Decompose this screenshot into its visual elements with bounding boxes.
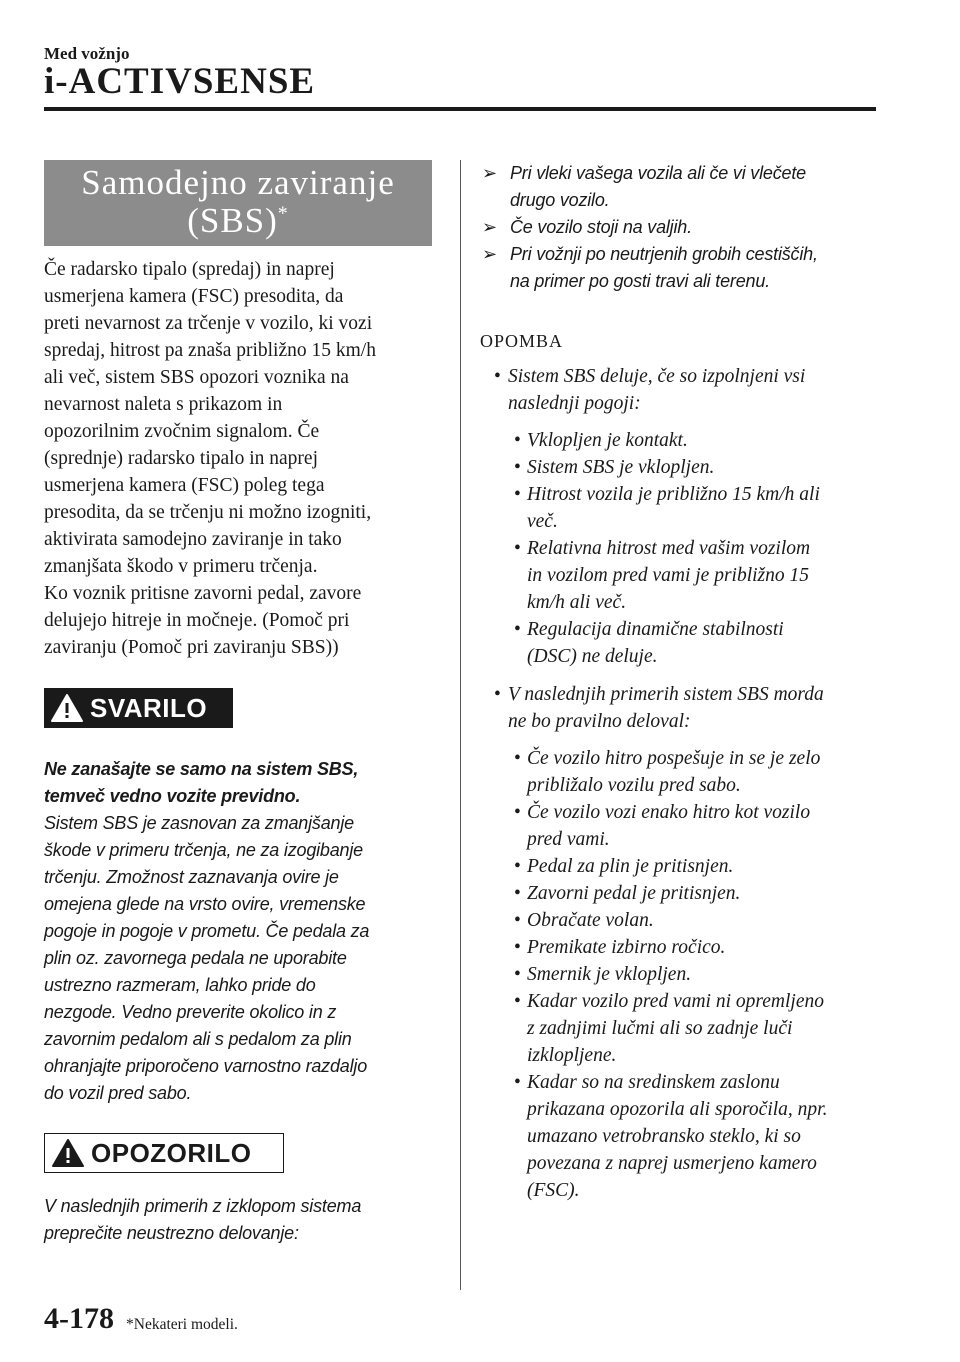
- note-sub-item: [480, 1069, 880, 1204]
- paragraph-line: Ko voznik pritisne zavorni pedal, zavore: [44, 583, 362, 604]
- note-sub-item: [480, 988, 880, 1069]
- paragraph-line: usmerjena kamera (FSC) presodita, da: [44, 286, 344, 307]
- left-column: [44, 160, 434, 1247]
- note-sub-line: km/h ali več.: [527, 592, 627, 613]
- note-sub-line: prikazana opozorila ali sporočila, npr.: [527, 1099, 828, 1120]
- note-sub-item: [480, 427, 880, 454]
- note-sub-line: Premikate izbirno ročico.: [527, 937, 726, 958]
- condition-list: [480, 160, 880, 295]
- note-sub-list: [480, 745, 880, 1204]
- column-divider: [460, 160, 461, 1290]
- warning-line: trčenju. Zmožnost zaznavanja ovire je: [44, 867, 339, 887]
- bullet-icon: •: [494, 366, 501, 387]
- note-sub-item: [480, 481, 880, 535]
- bullet-icon: •: [514, 484, 521, 505]
- arrow-bullet-icon: ➢: [482, 244, 497, 264]
- paragraph-line: Če radarsko tipalo (spredaj) in naprej: [44, 259, 335, 280]
- note-sub-item: [480, 961, 880, 988]
- paragraph-line: zaviranju (Pomoč pri zaviranju SBS)): [44, 637, 339, 658]
- note-sub-line: približalo vozilu pred sabo.: [527, 775, 741, 796]
- bullet-icon: •: [514, 964, 521, 985]
- paragraph-line: spredaj, hitrost pa znaša približno 15 km/h: [44, 340, 376, 361]
- chapter-title: i-ACTIVSENSE: [44, 61, 316, 102]
- section-title: Med vožnjo: [44, 44, 130, 63]
- note-sub-line: pred vami.: [527, 829, 610, 850]
- bullet-icon: •: [514, 430, 521, 451]
- paragraph-line: opozorilnim zvočnim signalom. Če: [44, 421, 320, 442]
- note-sub-line: Sistem SBS je vklopljen.: [527, 457, 715, 478]
- note-sub-line: Regulacija dinamične stabilnosti: [527, 619, 784, 640]
- bullet-icon: •: [514, 883, 521, 904]
- warning-line: pogoje in pogoje v prometu. Če pedala za: [44, 921, 370, 941]
- warning-triangle-icon: [50, 693, 84, 723]
- warning-line: ohranjajte priporočeno varnostno razdaljo: [44, 1056, 368, 1076]
- note-sub-line: (DSC) ne deluje.: [527, 646, 658, 667]
- warning-line: omejena glede na vrsto ovire, vremenske: [44, 894, 366, 914]
- paragraph-line: presodita, da se trčenju ni možno izogniti,: [44, 502, 372, 523]
- heading-sbs: (SBS): [187, 201, 278, 240]
- warning-text: [44, 756, 434, 1107]
- list-item-line: drugo vozilo.: [510, 190, 610, 210]
- note-sub-line: Hitrost vozila je približno 15 km/h ali: [527, 484, 820, 505]
- note-sub-item: [480, 454, 880, 481]
- list-item-text: [510, 160, 880, 214]
- caution-label-text: OPOZORILO: [91, 1137, 252, 1168]
- caution-line: V naslednjih primerih z izklopom sistema: [44, 1196, 362, 1216]
- note-sub-line: povezana z naprej usmerjeno kamero: [527, 1153, 817, 1174]
- note-sub-line: Če vozilo vozi enako hitro kot vozilo: [527, 802, 811, 823]
- note-sub-line: in vozilom pred vami je približno 15: [527, 565, 810, 586]
- warning-line: zavornim pedalom ali s pedalom za plin: [44, 1029, 352, 1049]
- bullet-icon: •: [514, 748, 521, 769]
- right-column: [480, 160, 880, 1204]
- warning-bold-line: temveč vedno vozite previdno.: [44, 786, 301, 806]
- note-sub-line: (FSC).: [527, 1180, 580, 1201]
- list-item-line: Če vozilo stoji na valjih.: [510, 217, 692, 237]
- warning-line: ustrezno razmeram, lahko pride do: [44, 975, 316, 995]
- arrow-bullet-icon: ➢: [482, 217, 497, 237]
- paragraph-line: zmanjšata škodo v primeru trčenja.: [44, 556, 318, 577]
- list-item-line: Pri vožnji po neutrjenih grobih cestiščih,: [510, 244, 818, 264]
- caution-label: [44, 1133, 284, 1173]
- list-item-line: Pri vleki vašega vozila ali če vi vlečete: [510, 163, 806, 183]
- note-item-line: ne bo pravilno deloval:: [508, 711, 691, 732]
- intro-paragraph: [44, 256, 434, 661]
- bullet-icon: •: [514, 538, 521, 559]
- paragraph-line: aktivirata samodejno zaviranje in tako: [44, 529, 342, 550]
- note-item-line: V naslednjih primerih sistem SBS morda: [508, 684, 824, 705]
- note-sub-line: Kadar so na sredinskem zaslonu: [527, 1072, 780, 1093]
- note-sub-line: Obračate volan.: [527, 910, 654, 931]
- paragraph-line: delujejo hitreje in močneje. (Pomoč pri: [44, 610, 350, 631]
- arrow-bullet-icon: ➢: [482, 163, 497, 183]
- note-sub-line: z zadnjimi lučmi ali so zadnje luči: [527, 1018, 793, 1039]
- paragraph-line: nevarnost naleta s prikazom in: [44, 394, 283, 415]
- bullet-icon: •: [514, 910, 521, 931]
- caution-triangle-icon: [51, 1138, 85, 1168]
- asterisk-mark: *: [277, 202, 289, 225]
- bullet-icon: •: [514, 856, 521, 877]
- heading-line-1: Samodejno zaviranje: [81, 163, 395, 202]
- note-sub-line: Smernik je vklopljen.: [527, 964, 692, 985]
- note-sub-item: [480, 616, 880, 670]
- bullet-icon: •: [494, 684, 501, 705]
- list-item-line: na primer po gosti travi ali terenu.: [510, 271, 770, 291]
- note-list: [480, 363, 880, 1204]
- list-item: [480, 214, 880, 241]
- list-item-text: [510, 214, 880, 241]
- warning-label: [44, 688, 233, 728]
- caution-text: [44, 1193, 434, 1247]
- note-sub-list: [480, 427, 880, 670]
- warning-line: Sistem SBS je zasnovan za zmanjšanje: [44, 813, 354, 833]
- list-item: [480, 160, 880, 214]
- note-item-line: Sistem SBS deluje, če so izpolnjeni vsi: [508, 366, 806, 387]
- footnote: *Nekateri modeli.: [126, 1316, 238, 1333]
- note-item-line: naslednji pogoji:: [508, 393, 641, 414]
- list-item-text: [510, 241, 880, 295]
- paragraph-line: ali več, sistem SBS opozori voznika na: [44, 367, 349, 388]
- note-sub-line: Kadar vozilo pred vami ni opremljeno: [527, 991, 824, 1012]
- section-heading: [44, 160, 432, 246]
- note-sub-line: več.: [527, 511, 558, 532]
- note-sub-line: umazano vetrobransko steklo, ki so: [527, 1126, 801, 1147]
- note-sub-item: [480, 745, 880, 799]
- note-item: [480, 363, 880, 417]
- note-item: [480, 681, 880, 735]
- note-sub-line: Vklopljen je kontakt.: [527, 430, 688, 451]
- note-sub-item: [480, 799, 880, 853]
- bullet-icon: •: [514, 991, 521, 1012]
- note-sub-line: Pedal za plin je pritisnjen.: [527, 856, 734, 877]
- paragraph-line: usmerjena kamera (FSC) poleg tega: [44, 475, 325, 496]
- bullet-icon: •: [514, 619, 521, 640]
- warning-line: nezgode. Vedno preverite okolico in z: [44, 1002, 337, 1022]
- note-sub-line: Če vozilo hitro pospešuje in se je zelo: [527, 748, 821, 769]
- note-sub-line: Relativna hitrost med vašim vozilom: [527, 538, 811, 559]
- header-rule: [44, 107, 876, 111]
- note-sub-line: Zavorni pedal je pritisnjen.: [527, 883, 741, 904]
- warning-line: plin oz. zavornega pedala ne uporabite: [44, 948, 347, 968]
- warning-line: do vozil pred sabo.: [44, 1083, 192, 1103]
- bullet-icon: •: [514, 802, 521, 823]
- bullet-icon: •: [514, 1072, 521, 1093]
- heading-line-2: [44, 202, 432, 240]
- note-sub-item: [480, 907, 880, 934]
- note-sub-item: [480, 853, 880, 880]
- note-sub-item: [480, 934, 880, 961]
- note-title: OPOMBA: [480, 331, 564, 351]
- list-item: [480, 241, 880, 295]
- caution-line: preprečite neustrezno delovanje:: [44, 1223, 299, 1243]
- bullet-icon: •: [514, 937, 521, 958]
- warning-label-text: SVARILO: [90, 692, 208, 723]
- paragraph-line: preti nevarnost za trčenje v vozilo, ki vozi: [44, 313, 373, 334]
- warning-line: škode v primeru trčenja, ne za izogibanje: [44, 840, 363, 860]
- paragraph-line: (sprednje) radarsko tipalo in naprej: [44, 448, 318, 469]
- page-number: 4-178: [44, 1302, 114, 1335]
- bullet-icon: •: [514, 457, 521, 478]
- note-sub-line: izklopljene.: [527, 1045, 617, 1066]
- warning-bold-line: Ne zanašajte se samo na sistem SBS,: [44, 759, 359, 779]
- note-sub-item: [480, 535, 880, 616]
- note-sub-item: [480, 880, 880, 907]
